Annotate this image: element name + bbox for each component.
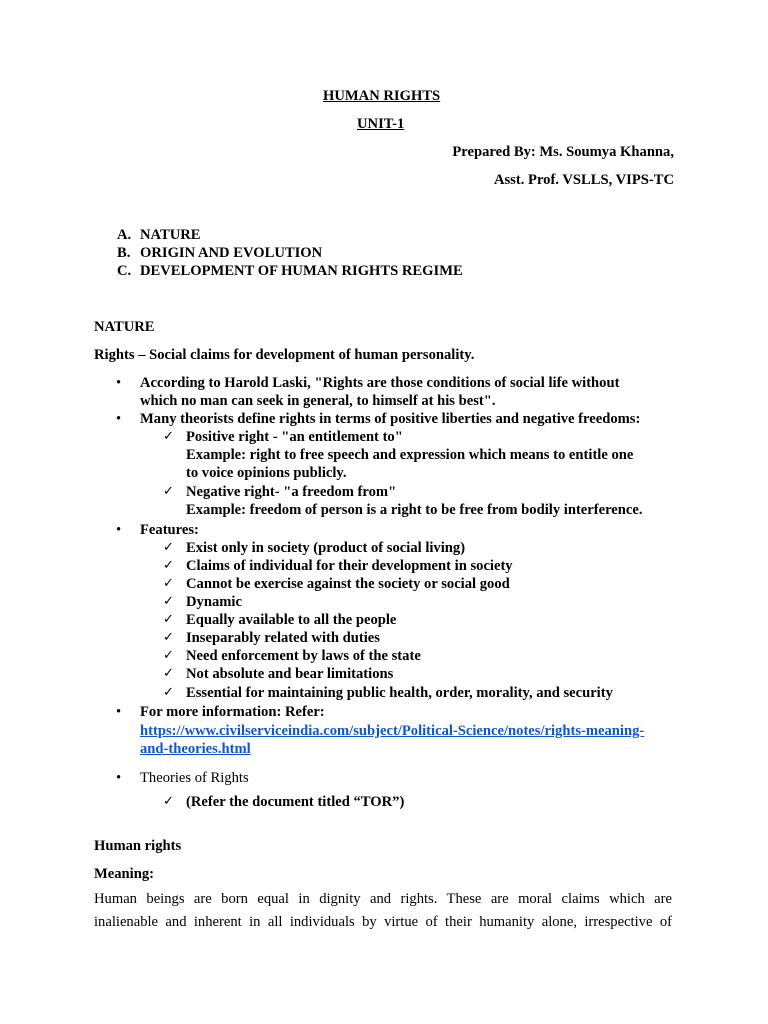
meaning-paragraph <box>94 888 672 934</box>
author-designation: Asst. Prof. VSLLS, VIPS-TC <box>493 172 674 188</box>
feature-item: ✓ Need enforcement by laws of the state <box>186 647 421 665</box>
negative-right-item: ✓ Negative right- "a freedom from" <box>186 483 396 501</box>
contents-item-nature: NATURE <box>140 227 201 243</box>
human-rights-heading: Human rights <box>94 838 182 854</box>
theories-reference: ✓ (Refer the document titled “TOR”) <box>186 793 404 811</box>
positive-right-example-line2: to voice opinions publicly. <box>186 465 347 481</box>
meaning-paragraph-line2: inalienable and inherent in all individuals by virtue of their humanity alone, irrespective of <box>94 914 672 930</box>
more-info-bullet: • For more information: Refer: <box>140 703 325 721</box>
contents-marker-a: A. <box>117 227 132 243</box>
feature-item: ✓ Inseparably related with duties <box>186 629 380 647</box>
meaning-paragraph-line1: Human beings are born equal in dignity and rights. These are moral claims which are <box>94 891 672 907</box>
feature-item: ✓ Equally available to all the people <box>186 611 396 629</box>
feature-item: ✓ Cannot be exercise against the society or social good <box>186 575 510 593</box>
contents-item-origin: ORIGIN AND EVOLUTION <box>140 245 323 261</box>
feature-item: ✓ Dynamic <box>186 593 242 611</box>
theorists-bullet: • Many theorists define rights in terms of positive liberties and negative freedoms: <box>140 410 640 428</box>
nature-heading: NATURE <box>94 319 155 335</box>
negative-right-example: Example: freedom of person is a right to be free from bodily interference. <box>186 502 643 518</box>
contents-marker-b: B. <box>117 245 131 261</box>
meaning-label: Meaning: <box>94 866 154 882</box>
rights-definition: Rights – Social claims for development of human personality. <box>94 347 475 363</box>
prepared-by: Prepared By: Ms. Soumya Khanna, <box>452 144 674 160</box>
laski-quote-line1: • According to Harold Laski, "Rights are those conditions of social life without <box>140 374 619 392</box>
document-title: HUMAN RIGHTS <box>323 88 441 104</box>
contents-item-development: DEVELOPMENT OF HUMAN RIGHTS REGIME <box>140 263 463 279</box>
feature-item: ✓ Exist only in society (product of social living) <box>186 539 465 557</box>
positive-right-item: ✓ Positive right - "an entitlement to" <box>186 428 403 446</box>
laski-quote-line2: which no man can seek in general, to himself at his best". <box>140 393 496 409</box>
feature-item: ✓ Claims of individual for their development in society <box>186 557 513 575</box>
theories-bullet: • Theories of Rights <box>140 769 249 787</box>
contents-marker-c: C. <box>117 263 132 279</box>
features-bullet: • Features: <box>140 521 199 539</box>
civilserviceindia-link-line2[interactable]: and-theories.html <box>140 741 251 757</box>
feature-item: ✓ Essential for maintaining public health, order, morality, and security <box>186 684 613 702</box>
positive-right-example-line1: Example: right to free speech and expression which means to entitle one <box>186 447 634 463</box>
unit-label: UNIT-1 <box>357 116 405 132</box>
civilserviceindia-link-line1[interactable]: https://www.civilserviceindia.com/subject/Political-Science/notes/rights-meaning- <box>140 723 645 739</box>
feature-item: ✓ Not absolute and bear limitations <box>186 665 393 683</box>
